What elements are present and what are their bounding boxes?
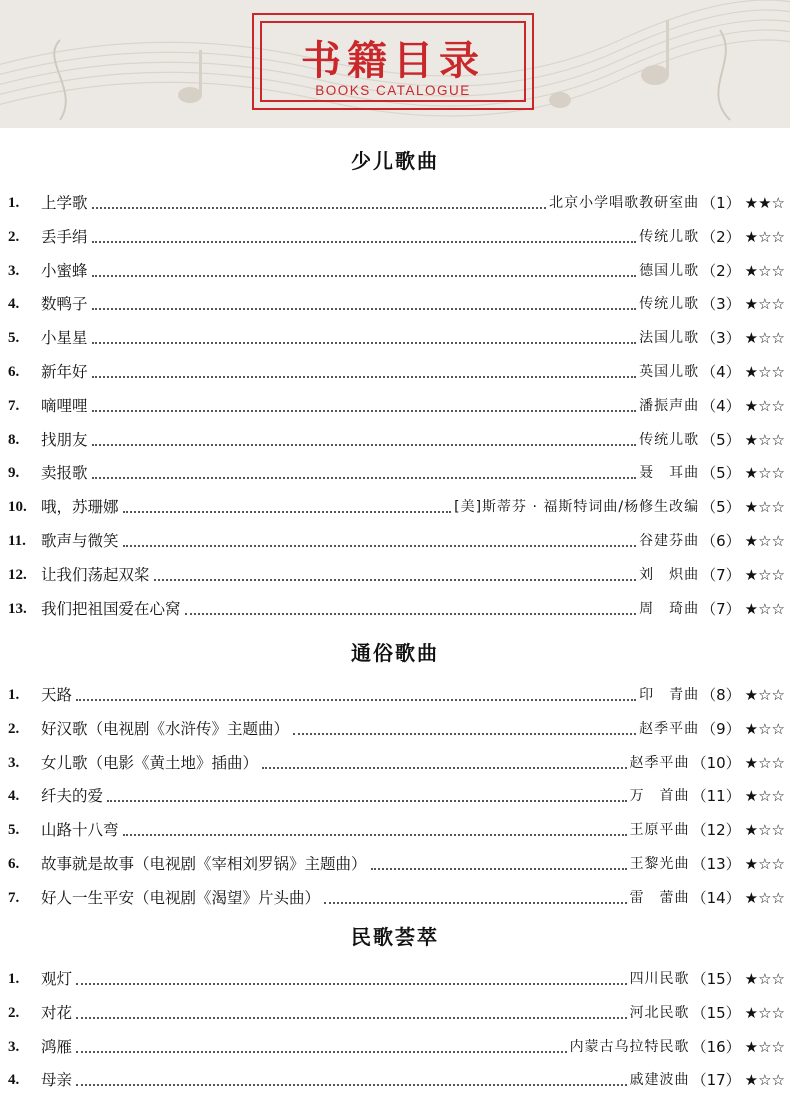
difficulty-stars: ★☆☆ [744, 566, 785, 584]
page-number: （4） [701, 363, 741, 381]
entry-number: 7. [8, 890, 20, 906]
toc-entry[interactable] [0, 1032, 790, 1062]
toc-entry[interactable] [0, 391, 790, 421]
toc-entry[interactable] [0, 998, 790, 1028]
song-title: 丢手绢 [41, 228, 88, 246]
difficulty-stars: ★☆☆ [744, 600, 785, 618]
song-title: 好汉歌（电视剧《水浒传》主题曲） [41, 720, 290, 738]
toc-entry[interactable] [0, 815, 790, 845]
entry-meta [639, 256, 785, 286]
entry-number: 11. [8, 533, 26, 549]
section-title: 通俗歌曲 [351, 641, 439, 665]
page-number: （8） [701, 686, 741, 704]
composer: [美]斯蒂芬 · 福斯特词曲/杨修生改编 [454, 499, 700, 515]
entry-number: 4. [8, 1072, 20, 1088]
dot-leader [371, 868, 627, 870]
dot-leader [76, 1051, 567, 1053]
entry-meta [454, 492, 785, 522]
title-frame [252, 13, 534, 110]
composer: 雷 蕾曲 [629, 890, 690, 906]
composer: 刘 炽曲 [639, 567, 700, 583]
difficulty-stars: ★☆☆ [744, 498, 785, 516]
entry-meta [639, 425, 785, 455]
toc-entry[interactable] [0, 425, 790, 455]
difficulty-stars: ★☆☆ [744, 686, 785, 704]
toc-entry[interactable] [0, 256, 790, 286]
toc-entry[interactable] [0, 323, 790, 353]
entry-meta [630, 815, 785, 845]
entry-number: 4. [8, 788, 20, 804]
entry-number: 1. [8, 195, 20, 211]
dot-leader [154, 579, 636, 581]
toc-entry[interactable] [0, 964, 790, 994]
page-number: （11） [691, 787, 741, 805]
difficulty-stars: ★☆☆ [744, 970, 785, 988]
toc-entry[interactable] [0, 594, 790, 624]
entry-number: 3. [8, 1039, 20, 1055]
entry-number: 8. [8, 432, 20, 448]
difficulty-stars: ★☆☆ [744, 431, 785, 449]
song-title: 山路十八弯 [41, 821, 119, 839]
page-number: （7） [701, 600, 741, 618]
song-title: 天路 [41, 686, 73, 704]
difficulty-stars: ★☆☆ [744, 1004, 785, 1022]
difficulty-stars: ★☆☆ [744, 295, 785, 313]
entry-number: 1. [8, 971, 20, 987]
dot-leader [262, 767, 627, 769]
song-title: 嘀哩哩 [41, 397, 88, 415]
song-title: 小蜜蜂 [41, 262, 88, 280]
dot-leader [123, 511, 451, 513]
difficulty-stars: ★☆☆ [744, 889, 785, 907]
song-title: 好人一生平安（电视剧《渴望》片头曲） [41, 889, 321, 907]
page-number: （13） [691, 855, 741, 873]
dot-leader [92, 477, 636, 479]
toc-entry[interactable] [0, 1065, 790, 1095]
dot-leader [92, 241, 636, 243]
song-title: 对花 [41, 1004, 73, 1022]
page-number: （3） [701, 295, 741, 313]
dot-leader [92, 410, 636, 412]
page-number: （7） [701, 566, 741, 584]
song-title: 纤夫的爱 [41, 787, 104, 805]
entry-meta [639, 594, 785, 624]
difficulty-stars: ★☆☆ [744, 262, 785, 280]
entry-meta [639, 391, 785, 421]
composer: 德国儿歌 [639, 263, 700, 279]
dot-leader [293, 733, 636, 735]
composer: 内蒙古乌拉特民歌 [569, 1039, 690, 1055]
difficulty-stars: ★☆☆ [744, 329, 785, 347]
entry-meta [630, 849, 785, 879]
entry-meta [639, 526, 785, 556]
entry-number: 2. [8, 721, 20, 737]
song-title: 故事就是故事（电视剧《宰相刘罗锅》主题曲） [41, 855, 367, 873]
entry-number: 9. [8, 465, 20, 481]
difficulty-stars: ★☆☆ [744, 720, 785, 738]
page-number: （4） [701, 397, 741, 415]
entry-number: 12. [8, 567, 27, 583]
song-title: 哦，苏珊娜 [41, 498, 119, 516]
composer: 赵季平曲 [629, 755, 690, 771]
composer: 河北民歌 [629, 1005, 690, 1021]
dot-leader [185, 613, 636, 615]
composer: 北京小学唱歌教研室曲 [549, 195, 700, 211]
toc-entry[interactable] [0, 714, 790, 744]
page-number: （2） [701, 228, 741, 246]
entry-number: 6. [8, 364, 20, 380]
entry-number: 4. [8, 296, 20, 312]
toc-entry[interactable] [0, 188, 790, 218]
entry-number: 3. [8, 755, 20, 771]
difficulty-stars: ★☆☆ [744, 821, 785, 839]
entry-meta [639, 714, 785, 744]
page-number: （16） [691, 1038, 741, 1056]
song-title: 上学歌 [41, 194, 88, 212]
entry-number: 13. [8, 601, 27, 617]
difficulty-stars: ★☆☆ [744, 1071, 785, 1089]
dot-leader [76, 1017, 627, 1019]
page-number: （15） [691, 1004, 741, 1022]
song-title: 数鸭子 [41, 295, 88, 313]
toc-entry[interactable] [0, 289, 790, 319]
composer: 聂 耳曲 [639, 465, 700, 481]
entry-meta [570, 1032, 785, 1062]
entry-meta [639, 680, 785, 710]
entry-meta [549, 188, 785, 218]
toc-entry[interactable] [0, 222, 790, 252]
page-number: （1） [701, 194, 741, 212]
difficulty-stars: ★★☆ [744, 194, 785, 212]
song-title: 小星星 [41, 329, 88, 347]
song-title: 新年好 [41, 363, 88, 381]
song-title: 我们把祖国爱在心窝 [41, 600, 181, 618]
page-number: （5） [701, 464, 741, 482]
page-number: （9） [701, 720, 741, 738]
dot-leader [76, 1084, 627, 1086]
entry-number: 1. [8, 687, 20, 703]
composer: 潘振声曲 [639, 398, 700, 414]
composer: 四川民歌 [629, 971, 690, 987]
composer: 传统儿歌 [639, 296, 700, 312]
dot-leader [123, 545, 636, 547]
toc-entry[interactable] [0, 560, 790, 590]
toc-entry[interactable] [0, 492, 790, 522]
toc-entry[interactable] [0, 680, 790, 710]
entry-number: 2. [8, 229, 20, 245]
page-number: （12） [691, 821, 741, 839]
song-title: 卖报歌 [41, 464, 88, 482]
difficulty-stars: ★☆☆ [744, 464, 785, 482]
composer: 万 首曲 [629, 788, 690, 804]
entry-meta [630, 748, 785, 778]
dot-leader [123, 834, 627, 836]
song-title: 找朋友 [41, 431, 88, 449]
entry-meta [639, 323, 785, 353]
difficulty-stars: ★☆☆ [744, 787, 785, 805]
dot-leader [107, 800, 627, 802]
page-number: （3） [701, 329, 741, 347]
page-number: （15） [691, 970, 741, 988]
toc-entry[interactable] [0, 526, 790, 556]
composer: 传统儿歌 [639, 432, 700, 448]
composer: 谷建芬曲 [639, 533, 700, 549]
entry-meta [639, 458, 785, 488]
entry-meta [639, 289, 785, 319]
entry-number: 5. [8, 822, 20, 838]
difficulty-stars: ★☆☆ [744, 532, 785, 550]
toc-entry[interactable] [0, 883, 790, 913]
dot-leader [76, 983, 627, 985]
entry-meta [630, 1065, 785, 1095]
dot-leader [92, 275, 636, 277]
entry-meta [630, 998, 785, 1028]
composer: 法国儿歌 [639, 330, 700, 346]
difficulty-stars: ★☆☆ [744, 363, 785, 381]
toc-entry[interactable] [0, 357, 790, 387]
catalogue-subtitle: BOOKS CATALOGUE [315, 83, 471, 98]
dot-leader [92, 444, 636, 446]
dot-leader [76, 699, 636, 701]
page-number: （2） [701, 262, 741, 280]
page-number: （14） [691, 889, 741, 907]
entry-number: 3. [8, 263, 20, 279]
toc-entry[interactable] [0, 748, 790, 778]
page-number: （5） [701, 431, 741, 449]
composer: 王原平曲 [629, 822, 690, 838]
entry-meta [630, 964, 785, 994]
difficulty-stars: ★☆☆ [744, 855, 785, 873]
composer: 赵季平曲 [639, 721, 700, 737]
composer: 英国儿歌 [639, 364, 700, 380]
page-number: （17） [691, 1071, 741, 1089]
song-title: 母亲 [41, 1071, 73, 1089]
dot-leader [324, 902, 627, 904]
composer: 印 青曲 [639, 687, 700, 703]
entry-number: 6. [8, 856, 20, 872]
section-title: 少儿歌曲 [351, 149, 439, 173]
page-number: （5） [701, 498, 741, 516]
composer: 周 琦曲 [639, 601, 700, 617]
dot-leader [92, 207, 546, 209]
difficulty-stars: ★☆☆ [744, 1038, 785, 1056]
song-title: 歌声与微笑 [41, 532, 119, 550]
header-banner [0, 0, 790, 128]
entry-meta [639, 560, 785, 590]
song-title: 观灯 [41, 970, 73, 988]
song-title: 女儿歌（电影《黄土地》插曲） [41, 754, 259, 772]
difficulty-stars: ★☆☆ [744, 754, 785, 772]
entry-number: 2. [8, 1005, 20, 1021]
entry-number: 5. [8, 330, 20, 346]
page-number: （10） [691, 754, 741, 772]
entry-number: 10. [8, 499, 27, 515]
composer: 戚建波曲 [629, 1072, 690, 1088]
song-title: 让我们荡起双桨 [41, 566, 150, 584]
composer: 传统儿歌 [639, 229, 700, 245]
toc-entry[interactable] [0, 458, 790, 488]
difficulty-stars: ★☆☆ [744, 228, 785, 246]
entry-meta [630, 781, 785, 811]
entry-meta [630, 883, 785, 913]
catalogue-title: 书籍目录 [301, 38, 485, 84]
dot-leader [92, 342, 636, 344]
toc-entry[interactable] [0, 849, 790, 879]
section-title: 民歌荟萃 [351, 925, 439, 949]
page-number: （6） [701, 532, 741, 550]
entry-number: 7. [8, 398, 20, 414]
song-title: 鸿雁 [41, 1038, 73, 1056]
composer: 王黎光曲 [629, 856, 690, 872]
dot-leader [92, 376, 636, 378]
entry-meta [639, 357, 785, 387]
difficulty-stars: ★☆☆ [744, 397, 785, 415]
dot-leader [92, 308, 636, 310]
toc-entry[interactable] [0, 781, 790, 811]
entry-meta [639, 222, 785, 252]
